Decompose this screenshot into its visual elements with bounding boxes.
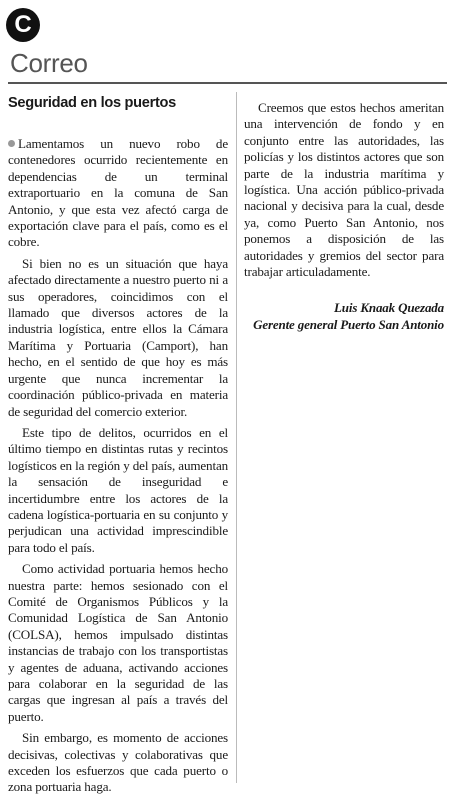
signature-name: Luis Knaak Quezada <box>334 300 444 316</box>
article-paragraph-1-text: Lamentamos un nuevo robo de contenedores ocurrido recientemente en dependencias de un terminal extraportuario en la comuna de San Antonio, y que esta vez afectó carga de exportación clave para el país, como es el cobre. <box>8 136 228 250</box>
column-divider <box>236 92 237 783</box>
article-paragraph-3: Este tipo de delitos, ocurridos en el último tiempo en distintas rutas y recintos logísticos en la región y del país, aumentan la sensación de inseguridad e incertidumbre entre los actores de la cadena logística-portuaria en su conjunto y perjudican una actividad imprescindible para todo el país. <box>8 424 228 555</box>
article-paragraph-2: Si bien no es un situación que haya afectado directamente a nuestro puerto ni a sus operadores, coincidimos con el llamado que diversos actores de la industria logística, entre ellos la Cámara Marítima y Portuaria (Camport), han hecho, en el sentido de que hoy es más urgente que nunca incrementar la coordinación público-privada en materia de seguridad del comercio exterior. <box>8 255 228 419</box>
article-paragraph-4: Como actividad portuaria hemos hecho nuestra parte: hemos sesionado con el Comité de Organismos Públicos y la Comunidad Logística de San Antonio (COLSA), hemos impulsado distintas instancias de trabajo con los transportistas y agentes de aduana, activando acciones para colaborar en la seguridad de las cargas que ingresan al país a través del puerto. <box>8 561 228 724</box>
signature-role: Gerente general Puerto San Antonio <box>253 317 444 333</box>
article-headline: Seguridad en los puertos <box>8 95 176 111</box>
bullet-icon <box>8 140 15 147</box>
article-left-column <box>8 94 228 801</box>
article-paragraph-1 <box>8 136 228 251</box>
section-badge: C <box>6 8 40 42</box>
signature <box>244 300 444 333</box>
section-rule <box>8 82 447 84</box>
article-paragraph-5: Sin embargo, es momento de acciones decisivas, colectivas y colaborativas que exceden los esfuerzos que cada puerto o zona portuaria haga. <box>8 730 228 795</box>
article-right-column <box>244 100 444 334</box>
section-title: Correo <box>10 48 88 78</box>
article-paragraph-6: Creemos que estos hechos ameritan una intervención de fondo y en conjunto entre las autoridades, las policías y los distintos actores que son parte de la industria marítima y logística. Una acción público-privada nacional y decisiva para la cual, desde ya, como Puerto San Antonio, nos ponemos a disposición de las autoridades y gremios del sector para trabajar articuladamente. <box>244 100 444 280</box>
